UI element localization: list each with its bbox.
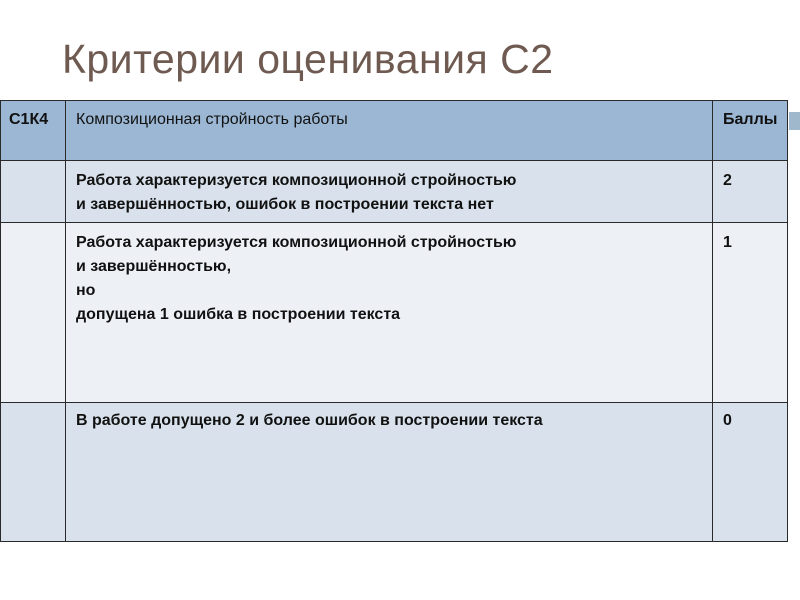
criterion-line: Работа характеризуется композиционной стройностью [76,234,517,251]
criterion-line: Работа характеризуется композиционной стройностью [76,172,517,189]
criterion-line: допущена 1 ошибка в построении текста [76,306,401,323]
row-criterion-cell [66,161,713,223]
row-code-cell [1,223,66,403]
criteria-table [0,100,788,542]
decorative-accent-bar [789,112,800,130]
table-row [1,161,788,223]
table-row [1,403,788,542]
criterion-line: но [76,282,96,299]
row-criterion-cell [66,403,713,542]
row-criterion-cell [66,223,713,403]
table-header-row [1,101,788,161]
row-score-cell: 2 [713,161,788,223]
row-code-cell [1,403,66,542]
row-code-cell [1,161,66,223]
header-criterion-label: Композиционная стройность работы [76,111,348,128]
header-code-cell: С1К4 [1,101,66,161]
header-criterion-cell [66,101,713,161]
header-score-cell: Баллы [713,101,788,161]
criterion-line: В работе допущено 2 и более ошибок в построении текста [76,412,543,429]
criterion-line: и завершённостью, [76,258,232,275]
slide-title: Критерии оценивания С2 [62,36,554,82]
criterion-line: и завершённостью, ошибок в построении текста нет [76,196,494,213]
row-score-cell: 1 [713,223,788,403]
row-score-cell: 0 [713,403,788,542]
table-row [1,223,788,403]
